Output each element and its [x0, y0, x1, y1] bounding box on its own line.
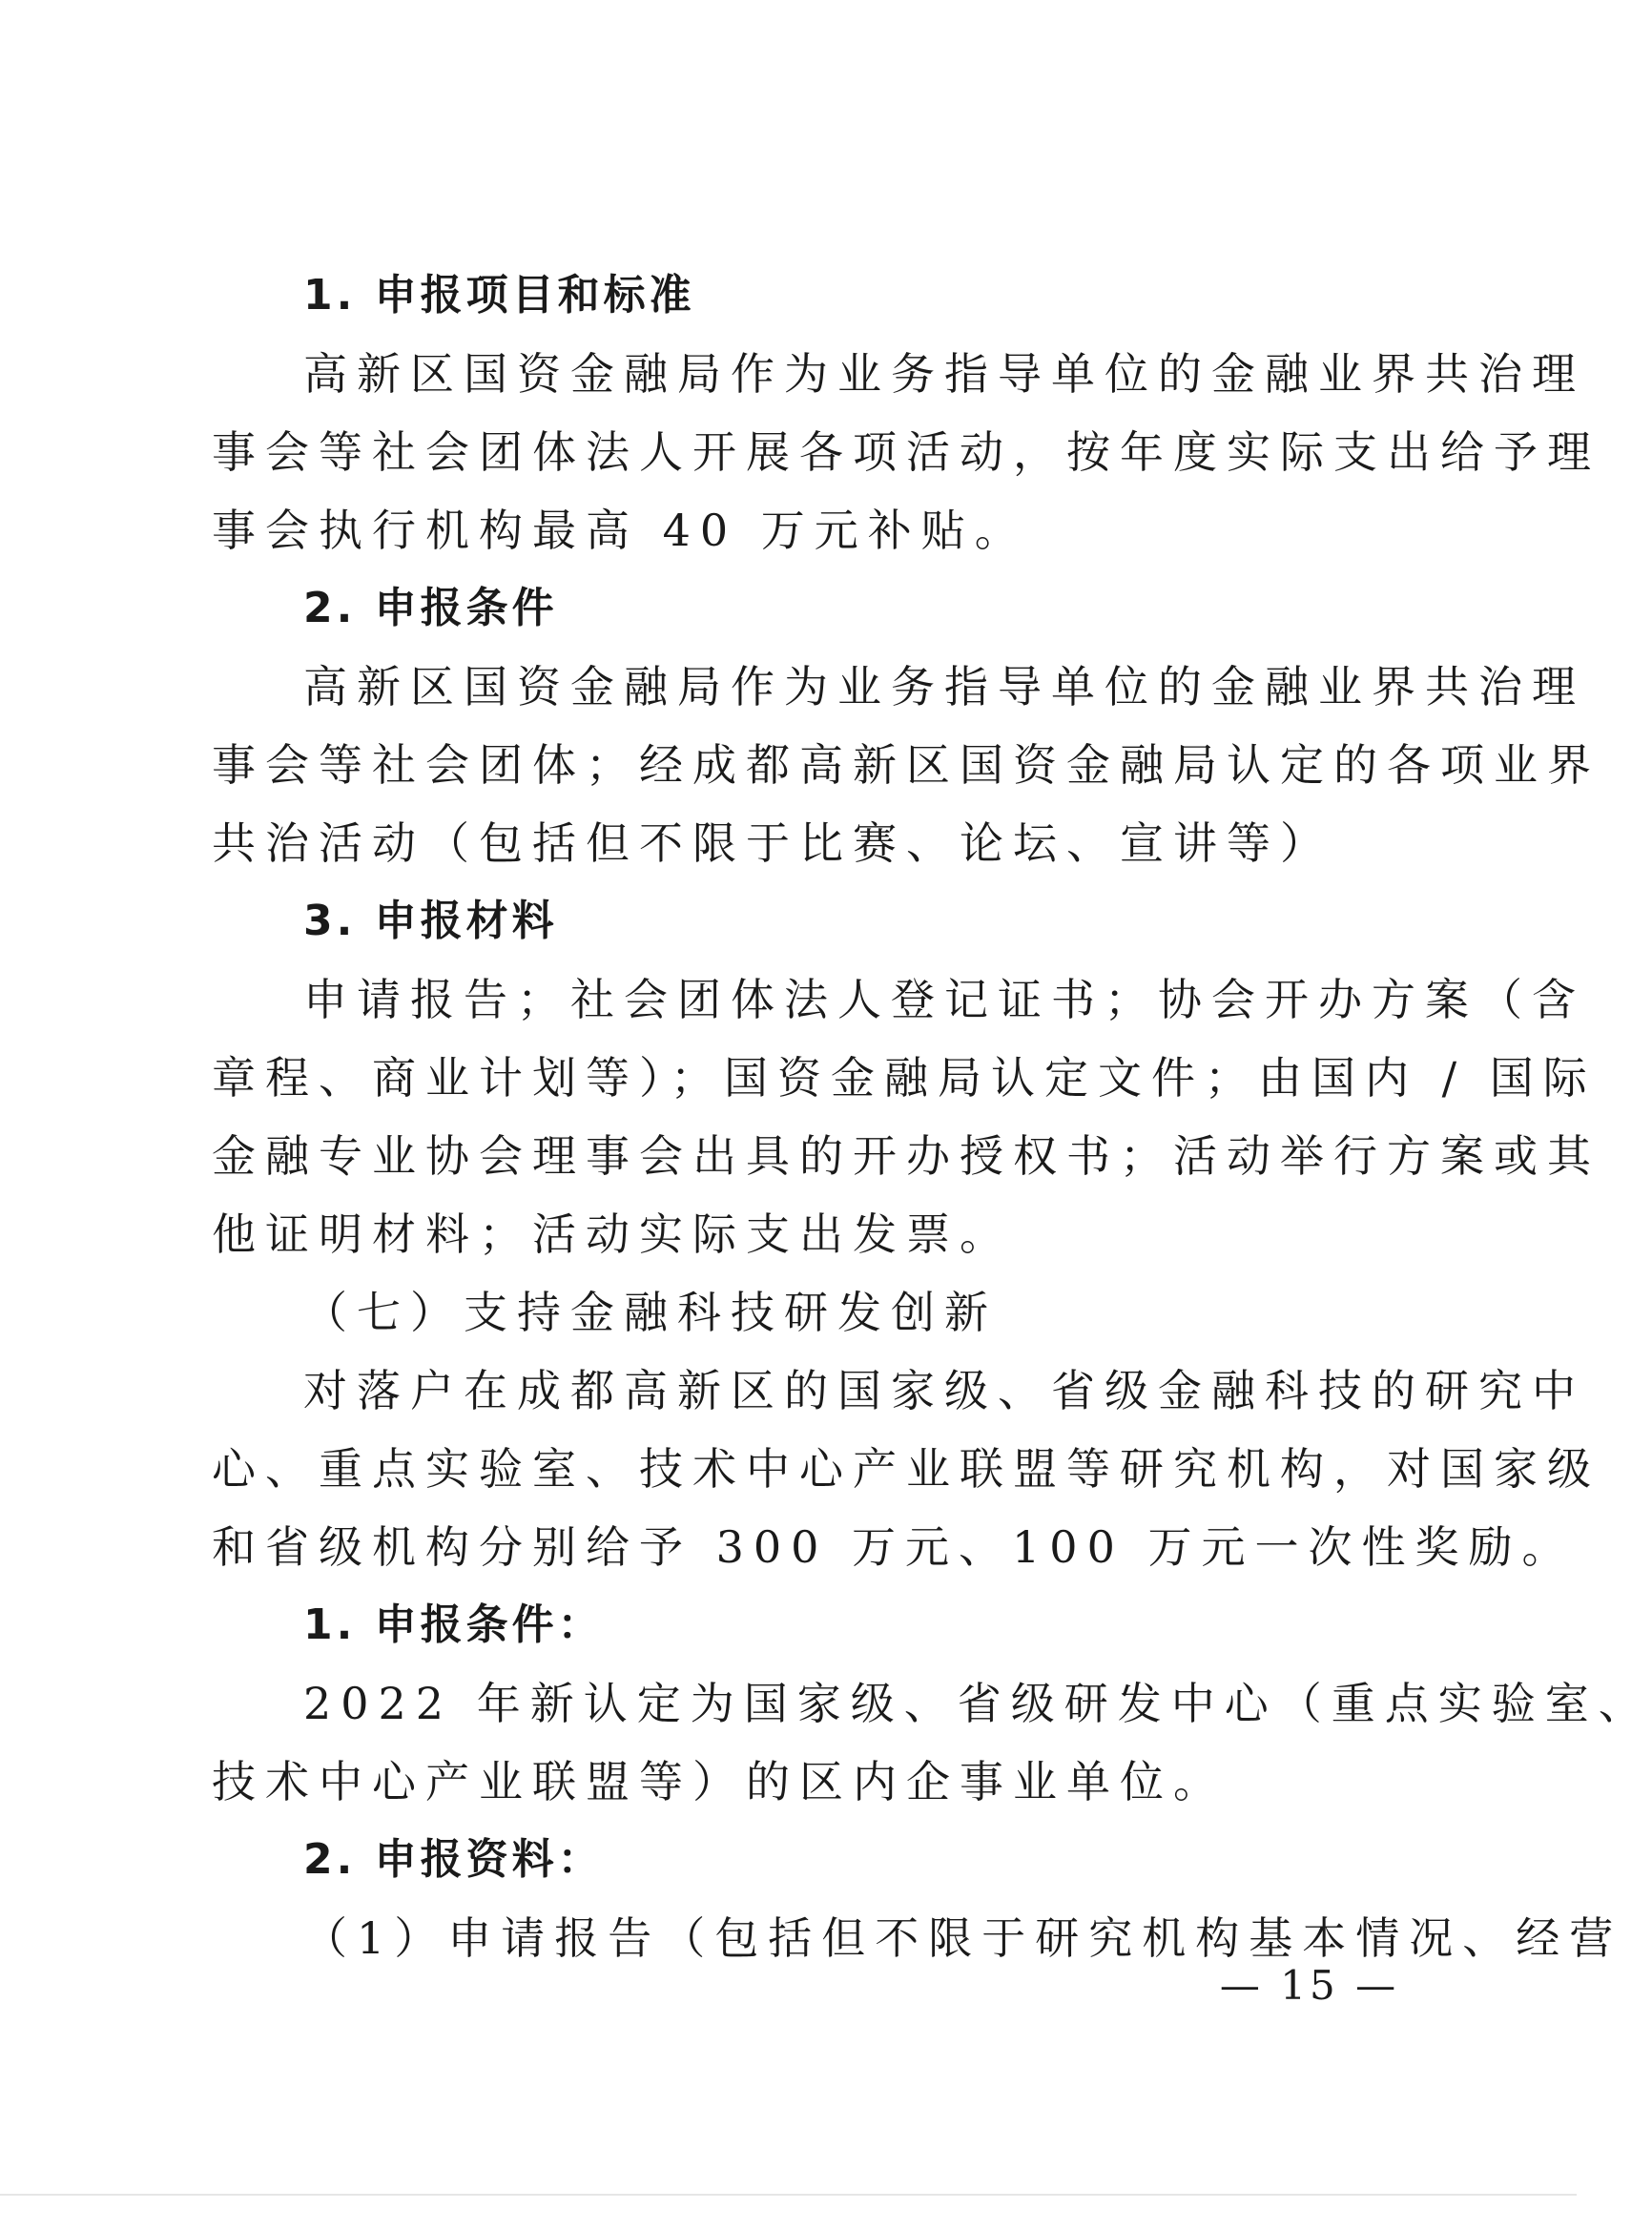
- paragraph-line: 他证明材料；活动实际支出发票。: [212, 1208, 1013, 1260]
- paragraph-line: 事会执行机构最高 40 万元补贴。: [212, 505, 1028, 556]
- heading-2-declaration-documents: 2. 申报资料：: [303, 1835, 604, 1884]
- paragraph-line: 心、重点实验室、技术中心产业联盟等研究机构，对国家级: [212, 1443, 1600, 1495]
- section-heading-7: （七）支持金融科技研发创新: [303, 1287, 998, 1338]
- paragraph-line: 金融专业协会理事会出具的开办授权书；活动举行方案或其: [212, 1130, 1600, 1182]
- heading-3-declaration-materials: 3. 申报材料: [303, 897, 558, 945]
- paragraph-line: 事会等社会团体法人开展各项活动，按年度实际支出给予理: [212, 426, 1600, 478]
- paragraph-line: 章程、商业计划等）；国资金融局认定文件；由国内 / 国际: [212, 1052, 1597, 1104]
- paragraph-line: （1）申请报告（包括但不限于研究机构基本情况、经营: [303, 1912, 1623, 1964]
- paragraph-line: 和省级机构分别给予 300 万元、100 万元一次性奖励。: [212, 1521, 1576, 1573]
- scan-edge-line: [0, 2194, 1577, 2196]
- paragraph-line: 申请报告；社会团体法人登记证书；协会开办方案（含: [303, 974, 1585, 1025]
- heading-1-declaration-items: 1. 申报项目和标准: [303, 271, 695, 320]
- paragraph-line: 对落户在成都高新区的国家级、省级金融科技的研究中: [303, 1365, 1585, 1416]
- page-number: — 15 —: [1219, 1962, 1400, 2009]
- paragraph-line: 技术中心产业联盟等）的区内企事业单位。: [212, 1756, 1227, 1807]
- paragraph-line: 共治活动（包括但不限于比赛、论坛、宣讲等）: [212, 817, 1333, 869]
- paragraph-line: 2022 年新认定为国家级、省级研发中心（重点实验室、: [303, 1678, 1652, 1729]
- heading-2-declaration-conditions: 2. 申报条件: [303, 584, 558, 632]
- paragraph-line: 高新区国资金融局作为业务指导单位的金融业界共治理: [303, 661, 1585, 712]
- paragraph-line: 高新区国资金融局作为业务指导单位的金融业界共治理: [303, 348, 1585, 400]
- heading-1-declaration-conditions: 1. 申报条件：: [303, 1600, 604, 1649]
- paragraph-line: 事会等社会团体；经成都高新区国资金融局认定的各项业界: [212, 739, 1600, 791]
